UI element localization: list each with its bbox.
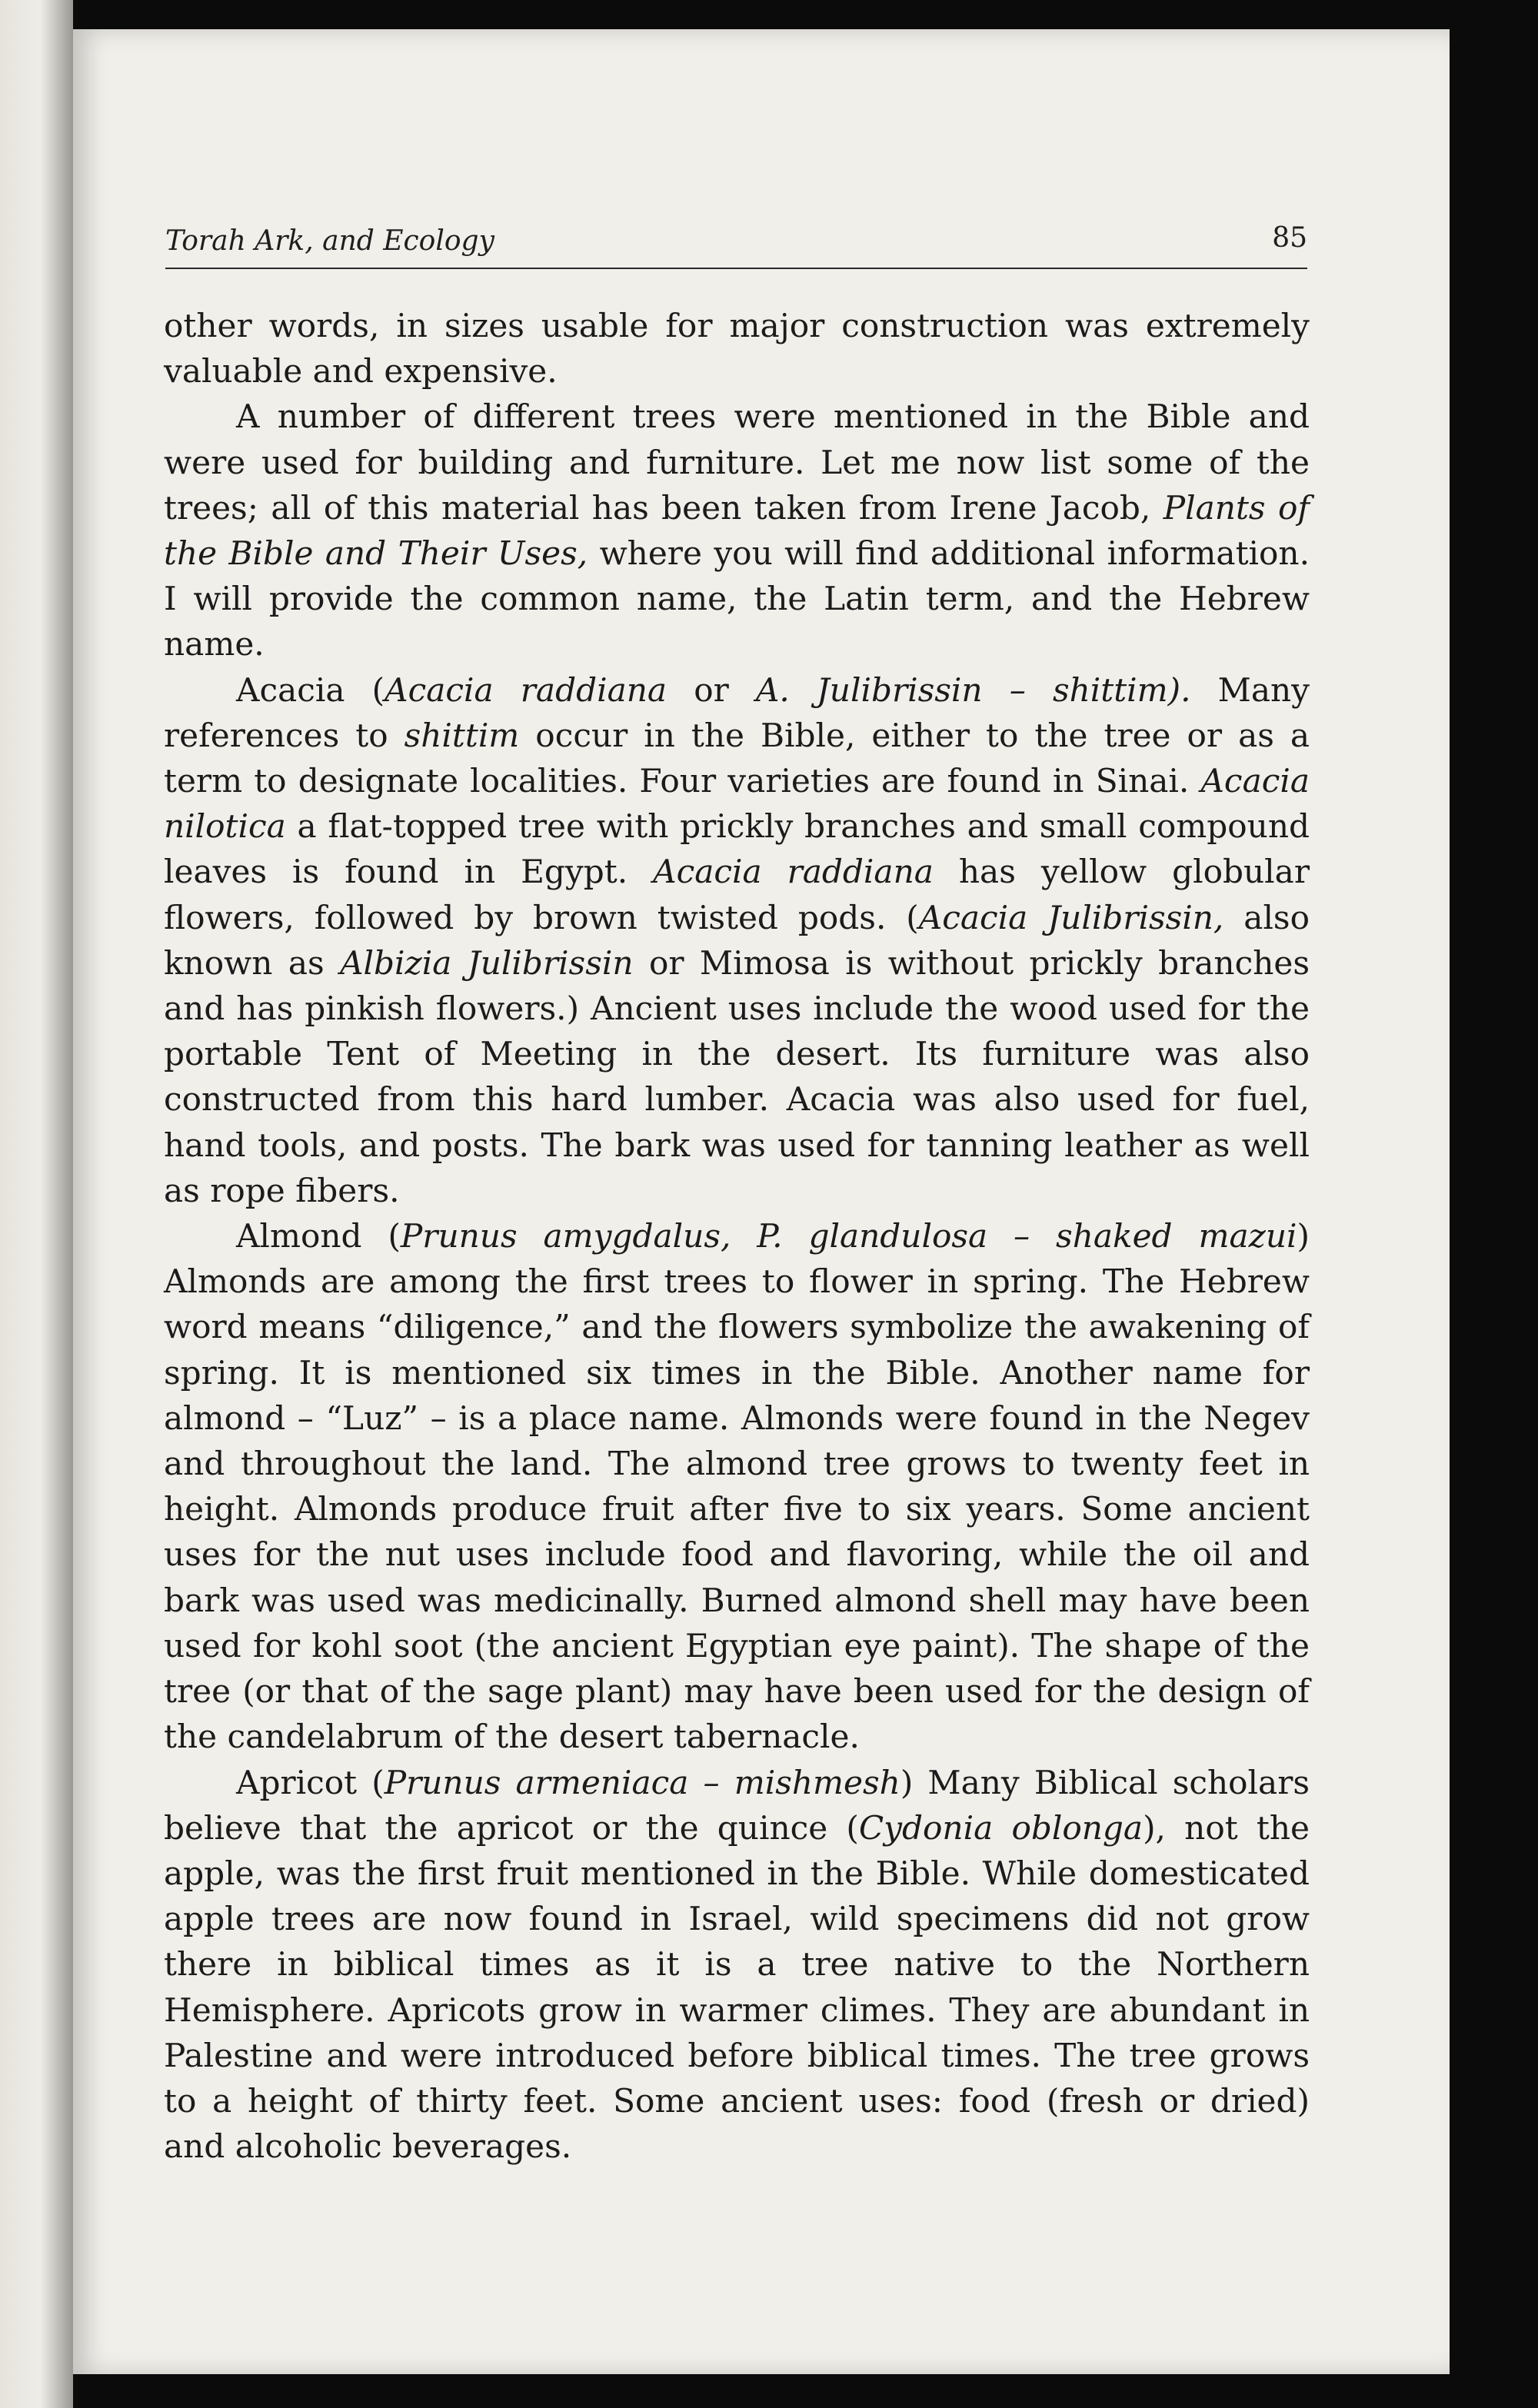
paragraph-continued: other words, in sizes usable for major construction was extremely valuable and expensive.	[164, 307, 1310, 391]
body-text	[164, 303, 1310, 2169]
book-page	[73, 29, 1450, 2374]
running-head	[165, 206, 1307, 269]
entry-apricot: Apricot (Prunus armeniaca – mishmesh) Many Biblical scholars believe that the apricot or the quince (Cydonia oblonga), not the apple, was the first fruit mentioned in the Bible. While domesticated apple trees are now found in Israel, wild specimens did not grow there in biblical times as it is a tree native to the Northern Hemisphere. Apricots grow in warmer climes. They are abundant in Palestine and were introduced before biblical times. The tree grows to a height of thirty feet. Some ancient uses: food (fresh or dried) and alcoholic beverages.	[164, 1763, 1310, 2166]
running-title: Torah Ark, and Ecology	[165, 225, 494, 257]
entry-almond: Almond (Prunus amygdalus, P. glandulosa – shaked mazui) Almonds are among the first trees to flower in spring. The Hebrew word means “diligence,” and the flowers symbolize the awakening of spring. It is mentioned six times in the Bible. Another name for almond – “Luz” – is a place name. Almonds were found in the Negev and throughout the land. The almond tree grows to twenty feet in height. Almonds produce fruit after five to six years. Some ancient uses for the nut uses include food and flavoring, while the oil and bark was used was medicinally. Burned almond shell may have been used for kohl soot (the ancient Egyptian eye paint). The shape of the tree (or that of the sage plant) may have been used for the design of the candelabrum of the desert tabernacle.	[164, 1217, 1310, 1756]
paragraph-trees-intro: A number of different trees were mentioned in the Bible and were used for building and furniture. Let me now list some of the trees; all of this material has been taken from Irene Jacob, Plants of the Bible and Their Uses, where you will find additional information. I will provide the common name, the Latin term, and the Hebrew name.	[164, 397, 1310, 664]
book-title: Plants of the Bible and Their Uses,	[164, 488, 1310, 573]
facing-page-edge	[0, 0, 73, 2408]
entry-acacia: Acacia (Acacia raddiana or A. Julibrissin – shittim). Many references to shittim occur in the Bible, either to the tree or as a term to designate localities. Four varieties are found in Sinai. Acacia nilotica a flat-topped tree with prickly branches and small compound leaves is found in Egypt. Acacia raddiana has yellow globular flowers, followed by brown twisted pods. (Acacia Julibrissin, also known as Albizia Julibrissin or Mimosa is without prickly branches and has pinkish flowers.) Ancient uses include the wood used for the portable Tent of Meeting in the desert. Its furniture was also constructed from this hard lumber. Acacia was also used for fuel, hand tools, and posts. The bark was used for tanning leather as well as rope fibers.	[164, 670, 1310, 1209]
page-number: 85	[1272, 222, 1307, 254]
